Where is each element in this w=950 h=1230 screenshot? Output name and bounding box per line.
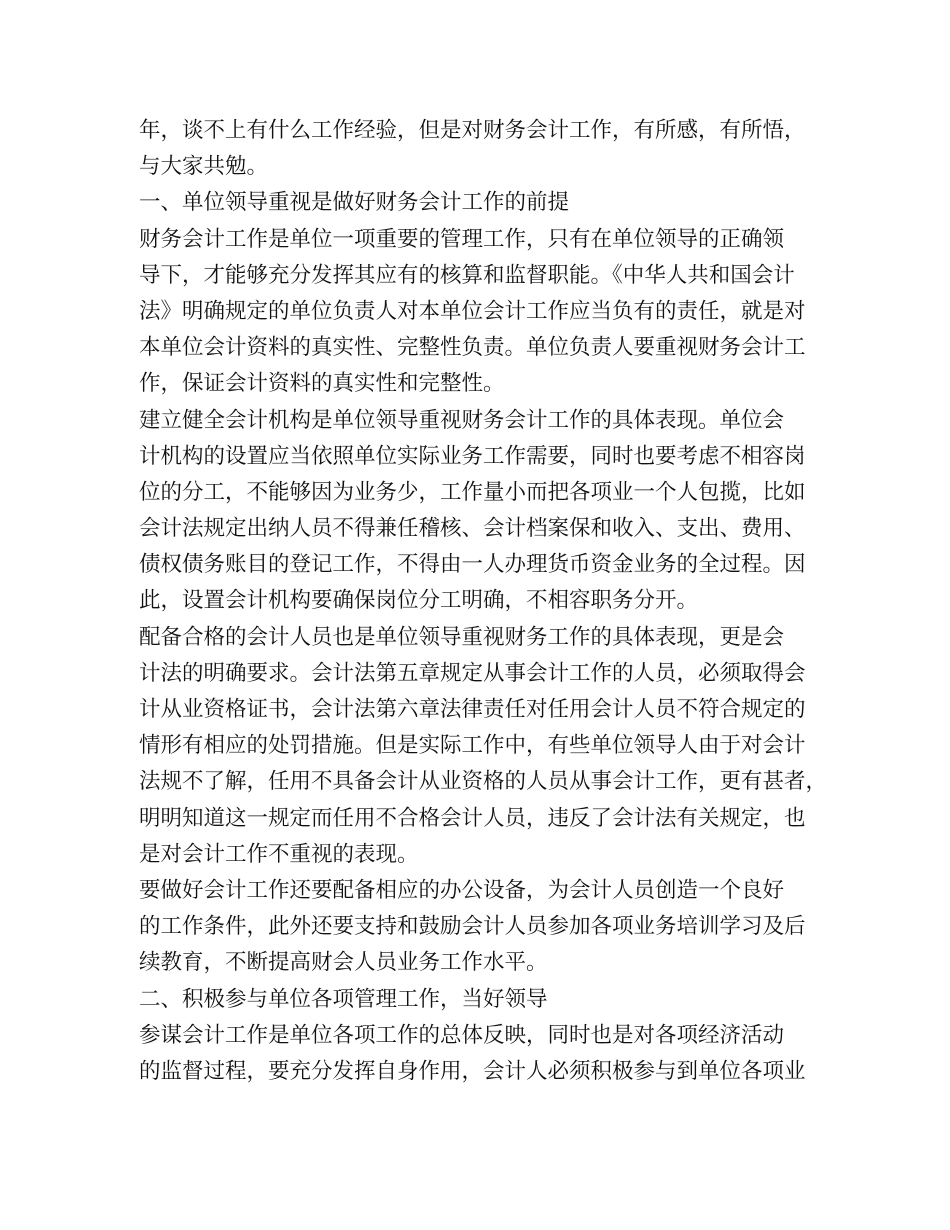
text-line: 是对会计工作不重视的表现。 <box>139 841 419 867</box>
text-line: 法》明确规定的单位负责人对本单位会计工作应当负有的责任，就是对 <box>139 298 806 324</box>
text-line: 明明知道这一规定而任用不合格会计人员，违反了会计法有关规定，也 <box>139 805 806 831</box>
text-line: 导下，才能够充分发挥其应有的核算和监督职能。《中华人共和国会计 <box>139 262 795 288</box>
text-line: 参谋会计工作是单位各项工作的总体反映，同时也是对各项经济活动 <box>139 1022 785 1048</box>
text-line: 作，保证会计资料的真实性和完整性。 <box>139 371 505 397</box>
section-heading: 二、积极参与单位各项管理工作，当好领导 <box>139 986 548 1012</box>
text-line: 计机构的设置应当依照单位实际业务工作需要，同时也要考虑不相容岗 <box>139 443 806 469</box>
text-line: 位的分工，不能够因为业务少，工作量小而把各项业一个人包揽，比如 <box>139 479 806 505</box>
text-line: 建立健全会计机构是单位领导重视财务会计工作的具体表现。单位会 <box>139 407 785 433</box>
text-line: 债权债务账目的登记工作，不得由一人办理货币资金业务的全过程。因 <box>139 552 806 578</box>
text-line: 计法的明确要求。会计法第五章规定从事会计工作的人员，必须取得会 <box>139 660 806 686</box>
text-line: 此，设置会计机构要确保岗位分工明确，不相容职务分开。 <box>139 588 699 614</box>
text-line: 配备合格的会计人员也是单位领导重视财务工作的具体表现，更是会 <box>139 624 785 650</box>
text-line: 财务会计工作是单位一项重要的管理工作，只有在单位领导的正确领 <box>139 226 785 252</box>
text-line: 计从业资格证书，会计法第六章法律责任对任用会计人员不符合规定的 <box>139 697 806 722</box>
text-line: 的监督过程，要充分发挥自身作用，会计人必须积极参与到单位各项业 <box>139 1058 806 1084</box>
text-line: 年，谈不上有什么工作经验，但是对财务会计工作，有所感，有所悟， <box>139 118 806 143</box>
text-line: 法规不了解，任用不具备会计从业资格的人员从事会计工作，更有甚者， <box>139 769 828 795</box>
text-line: 要做好会计工作还要配备相应的办公设备，为会计人员创造一个良好 <box>139 877 785 903</box>
text-line: 的工作条件，此外还要支持和鼓励会计人员参加各项业务培训学习及后 <box>139 914 806 940</box>
text-line: 会计法规定出纳人员不得兼任稽核、会计档案保和收入、支出、费用、 <box>139 516 806 542</box>
body-text <box>139 113 829 1090</box>
text-line: 情形有相应的处罚措施。但是实际工作中，有些单位领导人由于对会计 <box>139 733 806 759</box>
text-line: 与大家共勉。 <box>139 154 269 180</box>
text-line: 续教育，不断提高财会人员业务工作水平。 <box>139 950 548 976</box>
text-line: 本单位会计资料的真实性、完整性负责。单位负责人要重视财务会计工 <box>139 335 806 361</box>
section-heading: 一、单位领导重视是做好财务会计工作的前提 <box>139 190 570 216</box>
